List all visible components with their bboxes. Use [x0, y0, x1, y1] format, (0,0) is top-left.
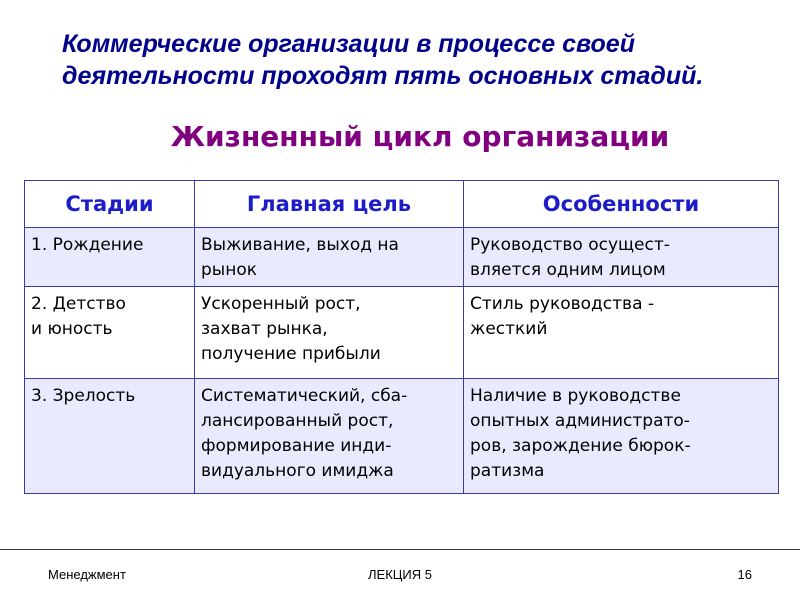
table-cell-features: Наличие в руководстве опытных администрато- ров, зарождение бюрок- ратизма — [464, 379, 779, 494]
table-header-row — [25, 181, 779, 228]
slide-subtitle: Жизненный цикл организации — [170, 120, 670, 153]
headline-line-1: Коммерческие организации в процессе своей — [62, 30, 635, 58]
headline-line-2: деятельности проходят пять основных стадий. — [62, 62, 704, 90]
table-cell-features: Руководство осущест- вляется одним лицом — [464, 228, 779, 287]
table-cell-goal: Систематический, сба- лансированный рост, формирование инди- видуального имиджа — [195, 379, 464, 494]
table-cell-goal: Ускоренный рост, захват рынка, получение прибыли — [195, 287, 464, 379]
column-header-stages: Стадии — [25, 181, 195, 228]
footer-page-number: 16 — [737, 567, 752, 582]
column-header-main-goal: Главная цель — [195, 181, 464, 228]
slide-headline — [62, 28, 762, 92]
table-cell-stage: 3. Зрелость — [25, 379, 195, 494]
table-cell-goal: Выживание, выход на рынок — [195, 228, 464, 287]
table-row — [25, 228, 779, 287]
column-header-features: Особенности — [464, 181, 779, 228]
table-cell-stage: 2. Детство и юность — [25, 287, 195, 379]
footer-course-name: Менеджмент — [48, 567, 126, 582]
footer-lecture-label: ЛЕКЦИЯ 5 — [368, 567, 432, 582]
footer-divider — [0, 549, 800, 550]
table-cell-stage: 1. Рождение — [25, 228, 195, 287]
lifecycle-table — [24, 180, 779, 494]
table-row — [25, 287, 779, 379]
table-row — [25, 379, 779, 494]
table-cell-features: Стиль руководства - жесткий — [464, 287, 779, 379]
